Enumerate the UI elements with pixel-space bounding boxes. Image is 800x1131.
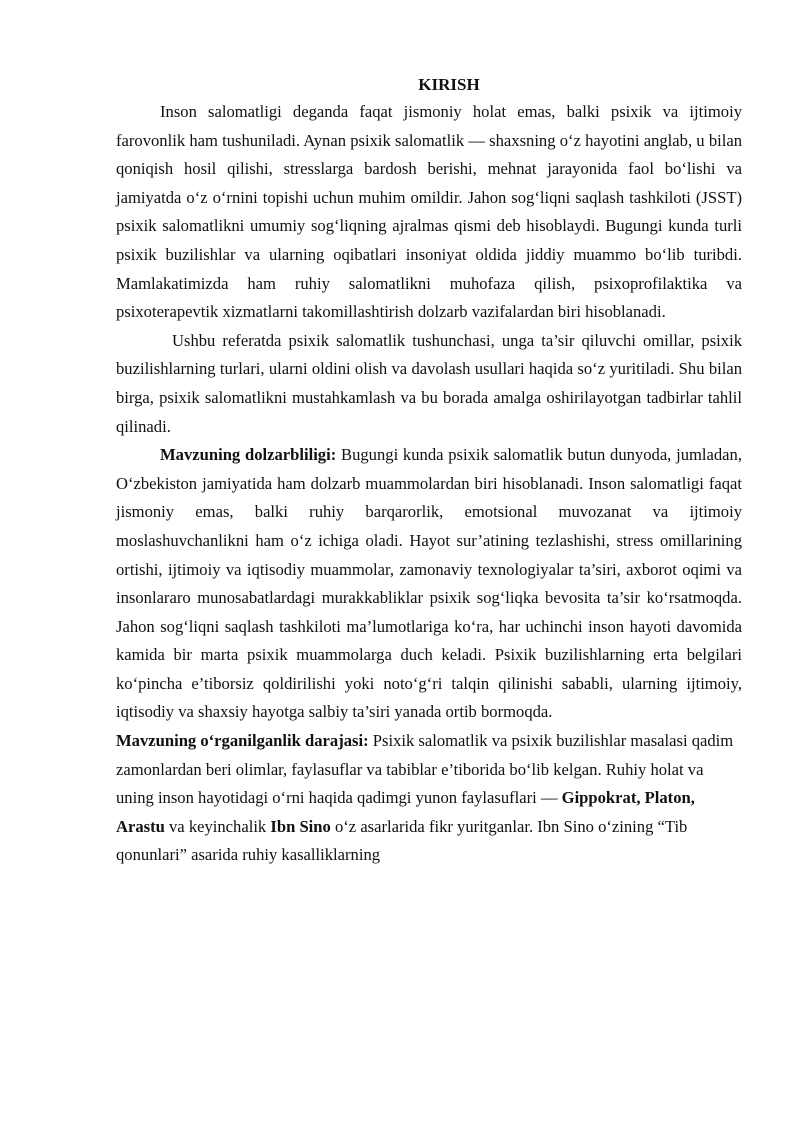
study-degree-text-2: va keyinchalik: [164, 816, 271, 836]
relevance-text: Bugungi kunda psixik salomatlik butun dunyoda, jumladan, O‘zbekiston jamiyatida ham dolzarb muammolardan biri hisoblanadi. Inson salomatligi faqat jismoniy emas, balki ruhiy barqarorlik, emotsional muvozanat va ijtimoiy moslashuvchanlikni ham o‘z ichiga oladi. Hayot sur’atining tezlashishi, stress omillarining ortishi, ijtimoiy va iqtisodiy muammolar, zamonaviy texnologiyalar ta’siri, axborot oqimi va insonlararo munosabatlardagi murakkabliklar psixik sog‘liqka bevosita ta’sir ko‘rsatmoqda. Jahon sog‘liqni saqlash tashkiloti ma’lumotlariga ko‘ra, har uchinchi inson hayoti davomida kamida bir marta psixik muammolarga duch keladi. Psixik buzilishlarning erta belgilari ko‘pincha e’tiborsiz qoldirilishi yoki noto‘g‘ri talqin qilinishi sababli, ularning ijtimoiy, iqtisodiy va shaxsiy hayotga salbiy ta’siri yanada ortib bormoqda.: [116, 445, 742, 722]
study-degree-text-1: Psixik salomatlik va psixik buzilishlar masalasi qadim zamonlardan beri olimlar, faylasuflar va tabiblar e’tiboridа bo‘lib kelgan. Ruhiy holat va uning inson hayotidagi o‘rni haqida qadimgi yunon faylasuflari —: [116, 731, 734, 808]
intro-paragraph: Inson salomatligi deganda faqat jismoniy holat emas, balki psixik va ijtimoiy farovonlik ham tushuniladi. Aynan psixik salomatlik — shaxsning o‘z hayotini anglab, u bilan qoniqish hosil qilishi, stresslarga bardosh berishi, mehnat jarayonida faol bo‘lishi va jamiyatda o‘z o‘rnini topishi uchun muhim omildir. Jahon sog‘liqni saqlash tashkiloti (JSST) psixik salomatlikni umumiy sog‘liqning ajralmas qismi deb hisoblaydi. Bugungi kunda turli psixik buzilishlar va ularning oqibatlari insoniyat oldida jiddiy muammo bo‘lib turibdi. Mamlakatimizda ham ruhiy salomatlikni muhofaza qilish, psixoprofilaktika va psixoterapevtik xizmatlarni takomillashtirish dolzarb vazifalardan biri hisoblanadi.: [116, 102, 742, 322]
document-page: [116, 72, 742, 870]
relevance-heading: Mavzuning dolzarbliligi:: [160, 445, 337, 465]
relevance-paragraph: [116, 441, 742, 727]
study-degree-paragraph: [116, 727, 742, 870]
page-title: KIRISH: [418, 75, 480, 94]
referat-paragraph: Ushbu referatda psixik salomatlik tushunchasi, unga ta’sir qiluvchi omillar, psixik buzilishlarning turlari, ularni oldini olish va davolash usullari haqida so‘z yuritiladi. Shu bilan birga, psixik salomatlikni mustahkamlash va bu borada amalga oshirilayotgan tadbirlar tahlil qilinadi.: [116, 330, 742, 436]
study-degree-heading: Mavzuning o‘rganilganlik darajasi:: [116, 731, 369, 751]
study-degree-text-3: o‘z asarlarida fikr yuritganlar. Ibn Sino o‘zining “Tib qonunlari” asarida ruhiy kasalliklarning: [116, 816, 688, 865]
philosophers-names: Gippokrat, Platon, Arastu: [116, 788, 695, 836]
ibn-sino-name: Ibn Sino: [270, 816, 331, 836]
